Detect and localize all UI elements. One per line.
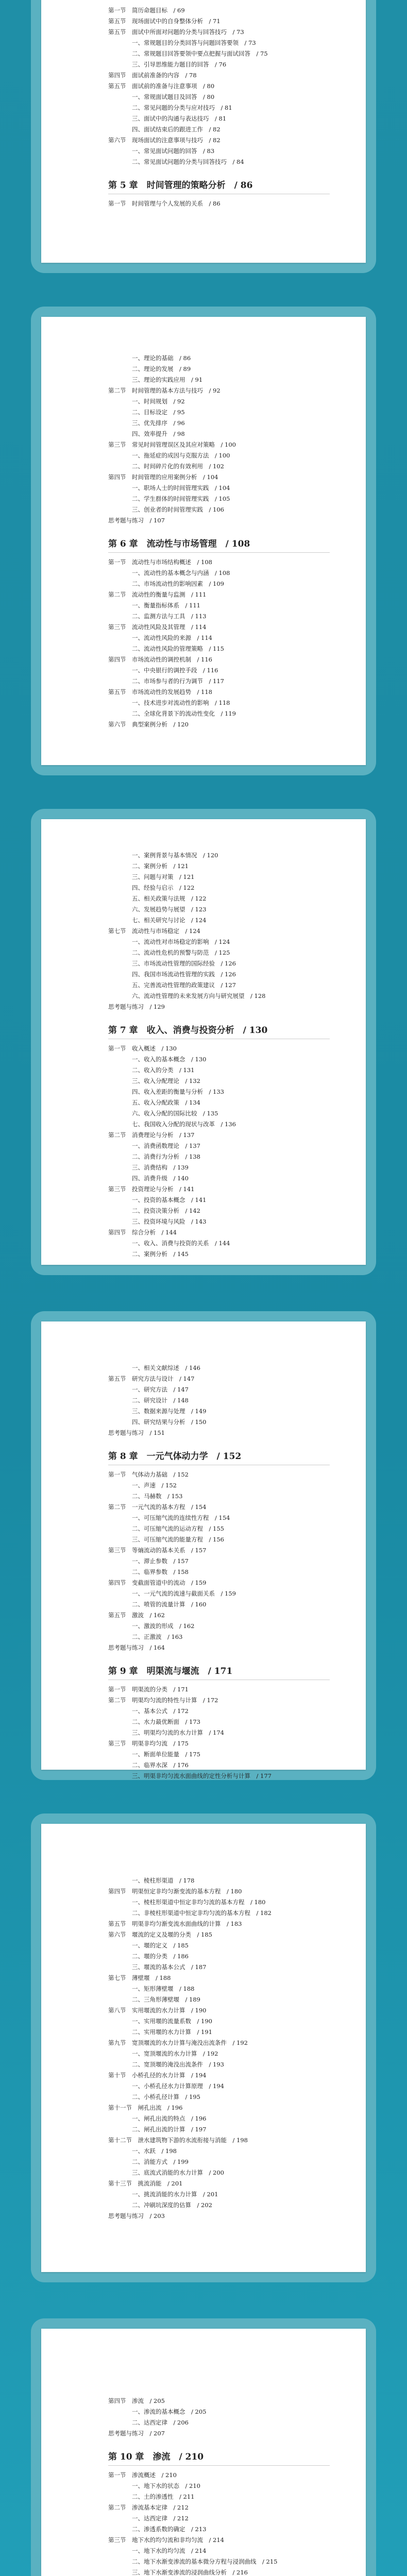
toc-section-entry: 思考题与练习 / 151 [108, 1429, 165, 1436]
toc-subsection-entry: 三、引导思维能力题目的回答 / 76 [132, 61, 227, 68]
toc-subsection-entry: 二、土的渗透性 / 211 [132, 2493, 195, 2500]
toc-subsection-entry: 三、明渠非均匀流水面曲线的定性分析与计算 / 177 [132, 1772, 272, 1780]
toc-subsection-entry: 三、堰流的基本公式 / 187 [132, 1963, 207, 1971]
toc-section-entry: 第十一节 闸孔出流 / 196 [108, 2104, 183, 2111]
toc-section-entry: 第五节 激波 / 162 [108, 1612, 165, 1619]
toc-subsection-entry: 三、理论的实践应用 / 91 [132, 376, 203, 383]
toc-subsection-entry: 二、消能方式 / 199 [132, 2158, 189, 2165]
toc-subsection-entry: 二、小桥孔径计算 / 195 [132, 2093, 200, 2100]
toc-subsection-entry: 三、问题与对策 / 121 [132, 873, 195, 880]
toc-subsection-entry: 二、正激波 / 163 [132, 1633, 183, 1640]
toc-subsection-entry: 三、底流式消能的水力计算 / 200 [132, 2169, 224, 2176]
toc-section-entry: 第三节 流动性风险及其管理 / 114 [108, 623, 207, 631]
toc-section-entry: 第九节 宽顶堰流的水力计算与淹没出流条件 / 192 [108, 2039, 248, 2046]
toc-subsection-entry: 一、研究方法 / 147 [132, 1386, 189, 1393]
toc-subsection-entry: 一、职场人士的时间管理实践 / 104 [132, 484, 230, 492]
toc-section-entry: 第四节 面试前准备的内容 / 78 [108, 72, 197, 79]
toc-subsection-entry: 三、可压缩气流的能量方程 / 156 [132, 1536, 224, 1543]
toc-subsection-entry: 一、拖延症的成因与克服方法 / 100 [132, 452, 230, 459]
toc-subsection-entry: 二、市场参与者的行为调节 / 117 [132, 677, 224, 685]
toc-section-entry: 第四节 渗流 / 205 [108, 2397, 165, 2404]
toc-section-entry: 第十二节 泄水建筑物下游的水流衔接与消能 / 198 [108, 2137, 248, 2144]
toc-section-entry: 第四节 变截面管道中的流动 / 159 [108, 1579, 207, 1586]
toc-page-card [31, 809, 376, 1275]
toc-subsection-entry: 一、闸孔出流的特点 / 196 [132, 2115, 207, 2122]
toc-section-entry: 思考题与练习 / 107 [108, 517, 165, 524]
toc-list [108, 1875, 330, 2222]
toc-chapter-heading: 第 7 章 收入、消费与投资分析 / 130 [108, 1023, 330, 1039]
toc-subsection-entry: 一、理论的基础 / 86 [132, 354, 191, 362]
toc-subsection-entry: 一、棱柱形渠道 / 178 [132, 1877, 195, 1884]
toc-subsection-entry: 一、激波的形成 / 162 [132, 1622, 195, 1630]
toc-subsection-entry: 二、投资决策分析 / 142 [132, 1207, 200, 1214]
toc-subsection-entry: 二、常规题目回答要领中要点把握与面试回答 / 75 [132, 50, 268, 57]
toc-subsection-entry: 二、水力最优断面 / 173 [132, 1718, 200, 1725]
toc-subsection-entry: 四、收入差距的衡量与分析 / 133 [132, 1088, 224, 1095]
toc-subsection-entry: 二、喷管的流量计算 / 160 [132, 1601, 207, 1608]
toc-subsection-entry: 一、流动性风险的来源 / 114 [132, 634, 212, 641]
toc-subsection-entry: 一、常规题目的分类回答与问题回答要领 / 73 [132, 39, 256, 46]
toc-subsection-entry: 三、优先排序 / 96 [132, 419, 185, 427]
toc-page-sheet [41, 819, 366, 1265]
toc-section-entry: 第八节 实用堰流的水力计算 / 190 [108, 2007, 207, 2014]
toc-section-entry: 思考题与练习 / 203 [108, 2212, 165, 2219]
toc-subsection-entry: 五、收入分配政策 / 134 [132, 1099, 200, 1106]
toc-page-sheet [41, 0, 366, 263]
toc-subsection-entry: 一、可压缩气流的连续性方程 / 154 [132, 1514, 230, 1521]
toc-subsection-entry: 二、学生群体的时间管理实践 / 105 [132, 495, 230, 502]
toc-section-entry: 第二节 消费理论与分析 / 137 [108, 1131, 195, 1139]
toc-subsection-entry: 一、宽顶堰流的水力计算 / 192 [132, 2050, 218, 2057]
toc-section-entry: 第三节 地下水的均匀流和非均匀流 / 214 [108, 2536, 224, 2544]
toc-section-entry: 第一节 渗流概述 / 210 [108, 2471, 177, 2479]
toc-subsection-entry: 三、创业者的时间管理实践 / 106 [132, 506, 224, 513]
toc-subsection-entry: 三、明渠均匀流的水力计算 / 174 [132, 1729, 224, 1736]
toc-section-entry: 第七节 薄壁堰 / 188 [108, 1974, 171, 1981]
toc-subsection-entry: 一、水跃 / 198 [132, 2147, 177, 2155]
toc-page-card [31, 0, 376, 273]
toc-subsection-entry: 二、收入的分类 / 131 [132, 1066, 195, 1074]
toc-subsection-entry: 四、效率提升 / 98 [132, 430, 185, 437]
toc-subsection-entry: 二、流动性风险的管理策略 / 115 [132, 645, 224, 652]
toc-subsection-entry: 一、常规面试题目及回答 / 80 [132, 93, 215, 100]
toc-subsection-entry: 一、中央银行的调控手段 / 116 [132, 667, 218, 674]
toc-section-entry: 第一节 气体动力基础 / 152 [108, 1471, 189, 1478]
toc-subsection-entry: 一、达西定律 / 212 [132, 2515, 189, 2522]
toc-page-card [31, 2318, 376, 2576]
toc-subsection-entry: 六、发展趋势与展望 / 123 [132, 906, 207, 913]
toc-section-entry: 第二节 明渠均匀流的特性与计算 / 172 [108, 1697, 218, 1704]
toc-section-entry: 第五节 面试中所面对问题的分类与回答技巧 / 73 [108, 28, 244, 36]
toc-section-entry: 思考题与练习 / 207 [108, 2430, 165, 2437]
toc-subsection-entry: 二、实用堰的水力计算 / 191 [132, 2028, 212, 2036]
toc-subsection-entry: 一、堰的定义 / 185 [132, 1942, 189, 1949]
toc-subsection-entry: 一、投资的基本概念 / 141 [132, 1196, 207, 1204]
toc-subsection-entry: 二、非棱柱形渠道中恒定非均匀流的基本方程 / 182 [132, 1909, 272, 1917]
toc-section-entry: 第三节 常见时间管理误区及其应对策略 / 100 [108, 441, 236, 448]
toc-subsection-entry: 一、一元气流的流速与截面关系 / 159 [132, 1590, 236, 1597]
toc-subsection-entry: 二、冲刷坑深度的估算 / 202 [132, 2201, 212, 2209]
toc-section-entry: 第六节 堰流的定义及堰的分类 / 185 [108, 1931, 212, 1938]
toc-page-card [31, 1814, 376, 2282]
toc-chapter-heading: 第 9 章 明渠流与堰流 / 171 [108, 1664, 330, 1680]
toc-subsection-entry: 二、消费行为分析 / 138 [132, 1153, 200, 1160]
toc-subsection-entry: 二、市场流动性的影响因素 / 109 [132, 580, 224, 587]
toc-subsection-entry: 二、临界水深 / 176 [132, 1761, 189, 1769]
toc-subsection-entry: 一、常见面试问题的回答 / 83 [132, 147, 215, 155]
toc-subsection-entry: 二、监测方法与工具 / 113 [132, 613, 207, 620]
toc-subsection-entry: 三、地下水渐变渗流的浸润曲线分析 / 216 [132, 2569, 248, 2576]
toc-subsection-entry: 二、研究设计 / 148 [132, 1397, 189, 1404]
toc-page-sheet [41, 317, 366, 765]
toc-page-sheet [41, 1321, 366, 1780]
toc-section-entry: 第二节 渗流基本定律 / 212 [108, 2504, 189, 2511]
toc-subsection-entry: 二、三角形薄壁堰 / 189 [132, 1996, 200, 2003]
toc-subsection-entry: 二、堰的分类 / 186 [132, 1953, 189, 1960]
toc-subsection-entry: 一、实用堰的流量系数 / 190 [132, 2018, 212, 2025]
toc-subsection-entry: 一、流动性的基本概念与内涵 / 108 [132, 569, 230, 577]
toc-subsection-entry: 二、闸孔出流的计算 / 197 [132, 2126, 207, 2133]
toc-subsection-entry: 一、渗流的基本概念 / 205 [132, 2408, 207, 2415]
toc-subsection-entry: 二、目标设定 / 95 [132, 409, 185, 416]
toc-subsection-entry: 二、常见问题的分类与应对技巧 / 81 [132, 104, 232, 111]
toc-subsection-entry: 五、完善流动性管理的政策建议 / 127 [132, 981, 236, 989]
toc-section-entry: 第十节 小桥孔径的水力计算 / 194 [108, 2072, 207, 2079]
toc-subsection-entry: 四、面试结束后的跟进工作 / 82 [132, 126, 221, 133]
toc-subsection-entry: 一、挑流消能的水力计算 / 201 [132, 2191, 218, 2198]
toc-subsection-entry: 二、案例分析 / 145 [132, 1250, 189, 1258]
toc-chapter-heading: 第 5 章 时间管理的策略分析 / 86 [108, 178, 330, 194]
toc-section-entry: 第三节 明渠非均匀流 / 175 [108, 1740, 189, 1747]
toc-subsection-entry: 二、理论的发展 / 89 [132, 365, 191, 372]
toc-section-entry: 第四节 综合分析 / 144 [108, 1229, 177, 1236]
toc-subsection-entry: 二、常见面试问题的分类与回答技巧 / 84 [132, 158, 244, 165]
toc-list [108, 353, 330, 730]
toc-subsection-entry: 一、收入的基本概念 / 130 [132, 1056, 207, 1063]
toc-subsection-entry: 三、投资环境与风险 / 143 [132, 1218, 207, 1225]
toc-subsection-entry: 二、时间碎片化的有效利用 / 102 [132, 463, 224, 470]
toc-section-entry: 第二节 流动性的衡量与监测 / 111 [108, 591, 207, 598]
toc-subsection-entry: 一、流动性对市场稳定的影响 / 124 [132, 938, 230, 945]
toc-chapter-heading: 第 10 章 渗流 / 210 [108, 2449, 330, 2466]
toc-subsection-entry: 一、地下水的均匀流 / 214 [132, 2547, 207, 2554]
toc-subsection-entry: 一、断面单位能量 / 175 [132, 1751, 200, 1758]
toc-chapter-heading: 第 6 章 流动性与市场管理 / 108 [108, 536, 330, 553]
toc-page-sheet [41, 1824, 366, 2272]
toc-list [108, 1363, 330, 1782]
toc-section-entry: 第十三节 挑流消能 / 201 [108, 2180, 183, 2187]
toc-subsection-entry: 六、收入分配的国际比较 / 135 [132, 1110, 218, 1117]
toc-section-entry: 第四节 时间管理的应用案例分析 / 104 [108, 473, 218, 481]
toc-list [108, 850, 330, 1260]
toc-subsection-entry: 一、棱柱形渠道中恒定非均匀流的基本方程 / 180 [132, 1899, 266, 1906]
toc-section-entry: 第七节 流动性与市场稳定 / 124 [108, 927, 200, 935]
toc-subsection-entry: 二、宽顶堰的淹没出流条件 / 193 [132, 2061, 224, 2068]
toc-subsection-entry: 二、渗透系数的确定 / 213 [132, 2526, 207, 2533]
toc-subsection-entry: 三、市场流动性管理的国际经验 / 126 [132, 960, 236, 967]
toc-list [108, 2396, 330, 2576]
toc-subsection-entry: 一、地下水的状态 / 210 [132, 2482, 200, 2489]
toc-section-entry: 第五节 明渠非均匀渐变流水面曲线的计算 / 183 [108, 1920, 242, 1927]
toc-subsection-entry: 四、经验与启示 / 122 [132, 884, 195, 891]
toc-section-entry: 第五节 现场面试中的自身整体分析 / 71 [108, 18, 221, 25]
toc-section-entry: 第一节 流动性与市场结构概述 / 108 [108, 558, 212, 566]
toc-subsection-entry: 五、相关政策与法规 / 122 [132, 895, 207, 902]
toc-subsection-entry: 三、消费结构 / 139 [132, 1164, 189, 1171]
toc-subsection-entry: 三、数据来源与处理 / 149 [132, 1408, 207, 1415]
toc-section-entry: 思考题与练习 / 164 [108, 1644, 165, 1651]
toc-section-entry: 第四节 明渠恒定非均匀渐变流的基本方程 / 180 [108, 1888, 242, 1895]
toc-section-entry: 第五节 研究方法与设计 / 147 [108, 1375, 195, 1382]
toc-subsection-entry: 一、基本公式 / 172 [132, 1707, 189, 1715]
toc-subsection-entry: 一、时间规划 / 92 [132, 398, 185, 405]
toc-page-card [31, 1311, 376, 1780]
toc-subsection-entry: 二、马赫数 / 153 [132, 1493, 183, 1500]
toc-section-entry: 第二节 一元气流的基本方程 / 154 [108, 1503, 207, 1511]
toc-subsection-entry: 四、研究结果与分析 / 150 [132, 1418, 207, 1426]
toc-list [108, 5, 330, 209]
toc-subsection-entry: 七、我国收入分配的现状与改革 / 136 [132, 1121, 236, 1128]
toc-subsection-entry: 三、面试中的沟通与表达技巧 / 81 [132, 115, 227, 122]
toc-subsection-entry: 一、声速 / 152 [132, 1482, 177, 1489]
toc-section-entry: 思考题与练习 / 129 [108, 1003, 165, 1010]
toc-subsection-entry: 二、达西定律 / 206 [132, 2419, 189, 2426]
toc-subsection-entry: 一、矩形薄壁堰 / 188 [132, 1985, 195, 1992]
toc-subsection-entry: 四、消费升级 / 140 [132, 1175, 189, 1182]
toc-section-entry: 第二节 时间管理的基本方法与技巧 / 92 [108, 387, 221, 394]
toc-subsection-entry: 六、流动性管理的未来发展方向与研究展望 / 128 [132, 992, 266, 999]
toc-subsection-entry: 一、滞止参数 / 157 [132, 1557, 189, 1565]
toc-subsection-entry: 一、小桥孔径水力计算原理 / 194 [132, 2082, 224, 2090]
toc-section-entry: 第六节 典型案例分析 / 120 [108, 721, 189, 728]
toc-section-entry: 第一节 明渠流的分类 / 171 [108, 1686, 189, 1693]
toc-section-entry: 第四节 市场流动性的调控机制 / 116 [108, 656, 212, 663]
toc-subsection-entry: 一、衡量指标体系 / 111 [132, 602, 200, 609]
toc-subsection-entry: 一、技术进步对流动性的影响 / 118 [132, 699, 230, 706]
toc-section-entry: 第六节 现场面试的注意事项与技巧 / 82 [108, 137, 221, 144]
toc-section-entry: 第五节 市场流动性的发展趋势 / 118 [108, 688, 212, 696]
toc-subsection-entry: 三、收入分配理论 / 132 [132, 1077, 200, 1084]
toc-subsection-entry: 二、案例分析 / 121 [132, 862, 189, 870]
toc-subsection-entry: 一、收入、消费与投资的关系 / 144 [132, 1240, 230, 1247]
toc-section-entry: 第一节 简历命题目标 / 69 [108, 7, 185, 14]
toc-section-entry: 第一节 时间管理与个人发展的关系 / 86 [108, 200, 221, 207]
toc-subsection-entry: 二、可压缩气流的运动方程 / 155 [132, 1525, 224, 1532]
toc-page-sheet [41, 2329, 366, 2576]
toc-subsection-entry: 四、我国市场流动性管理的实践 / 126 [132, 971, 236, 978]
toc-section-entry: 第三节 等熵流动的基本关系 / 157 [108, 1547, 207, 1554]
toc-chapter-heading: 第 8 章 一元气体动力学 / 152 [108, 1449, 330, 1465]
toc-subsection-entry: 一、消费函数理论 / 137 [132, 1142, 200, 1149]
toc-subsection-entry: 一、案例背景与基本情况 / 120 [132, 852, 218, 859]
toc-page-card [31, 307, 376, 775]
toc-subsection-entry: 一、相关文献综述 / 146 [132, 1364, 200, 1371]
toc-subsection-entry: 二、地下水渐变渗流的基本微分方程与浸润曲线 / 215 [132, 2558, 278, 2565]
toc-section-entry: 第一节 收入概述 / 130 [108, 1045, 177, 1052]
toc-section-entry: 第三节 投资理论与分析 / 141 [108, 1185, 195, 1193]
toc-subsection-entry: 二、全球化背景下的流动性变化 / 119 [132, 710, 236, 717]
toc-subsection-entry: 二、流动性危机的预警与防范 / 125 [132, 949, 230, 956]
toc-subsection-entry: 二、临界参数 / 158 [132, 1568, 189, 1575]
toc-section-entry: 第五节 面试前的准备与注意事项 / 80 [108, 82, 215, 90]
toc-subsection-entry: 七、相关研究与讨论 / 124 [132, 917, 207, 924]
